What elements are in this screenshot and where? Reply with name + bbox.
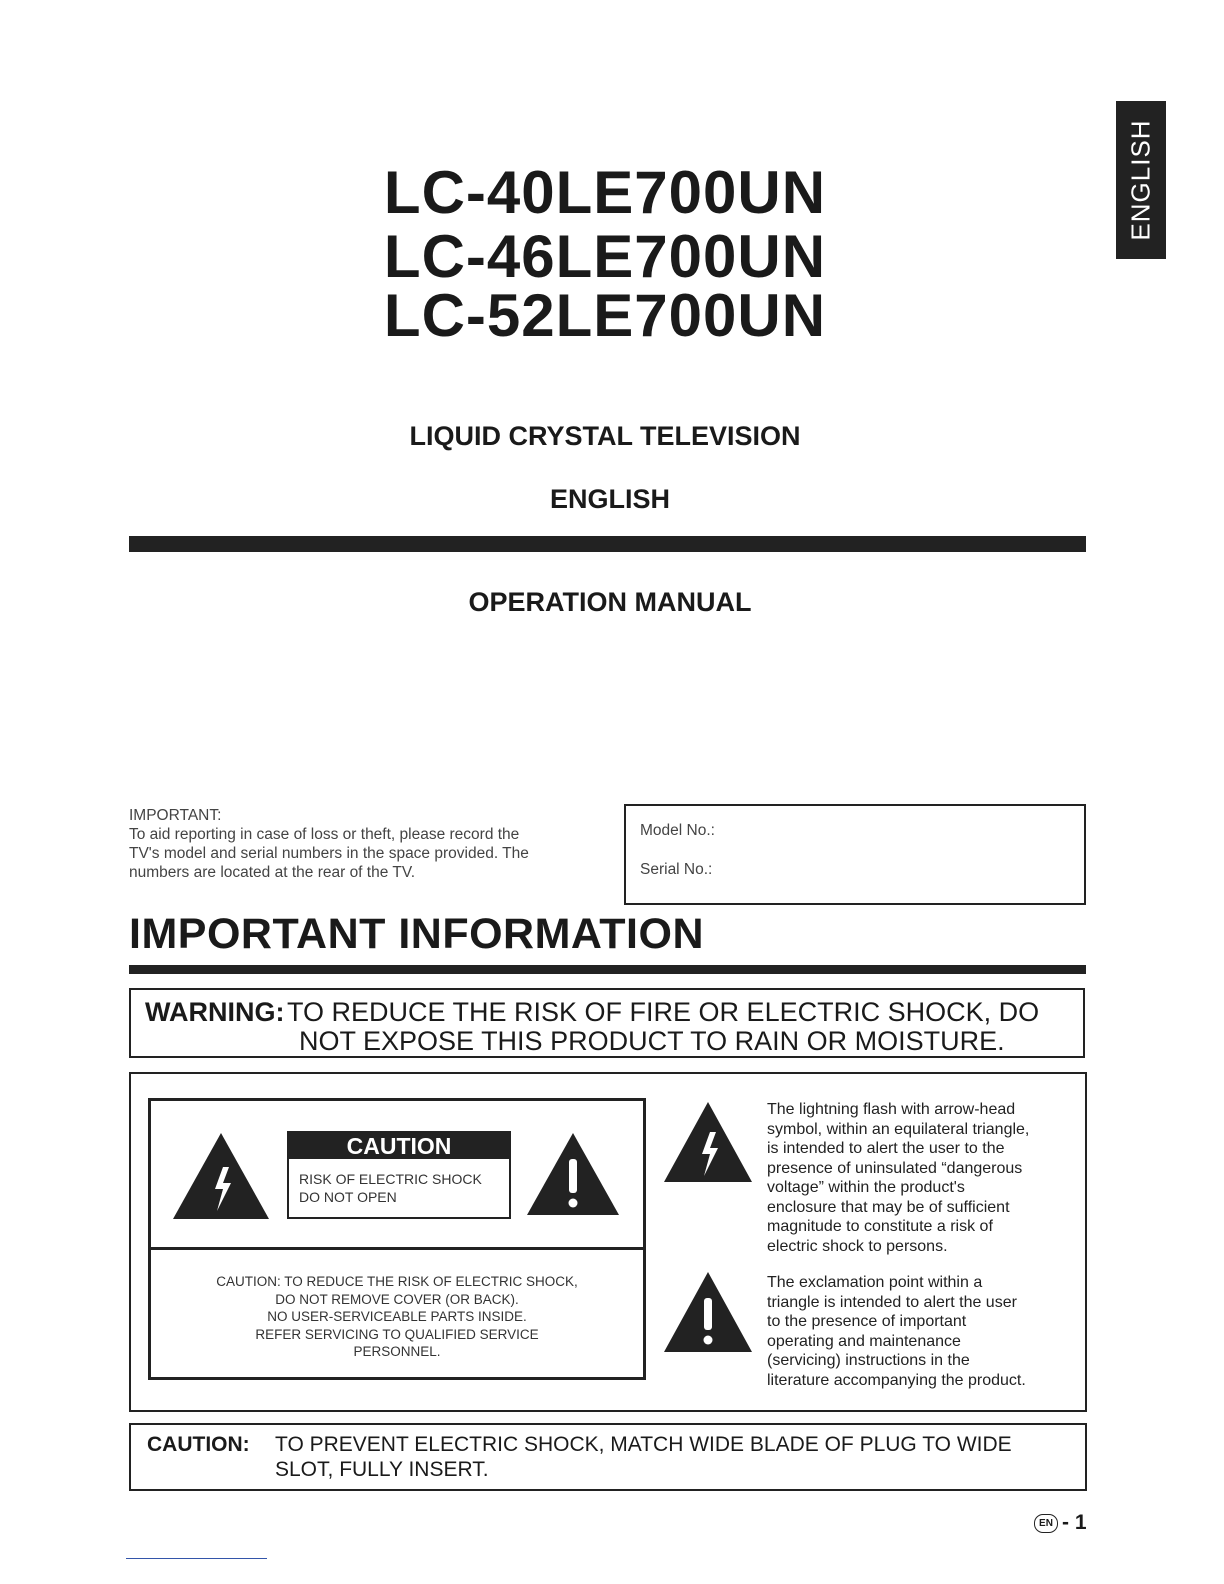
description-line: (servicing) instructions in the [767,1352,970,1369]
model-serial-record-box [624,804,1086,905]
label-caution-line: PERSONNEL. [353,1344,441,1359]
warning-label: WARNING: [145,997,285,1027]
model-number-1: LC-40LE700UN [383,159,827,226]
title-divider [129,536,1086,552]
exclamation-triangle-icon [525,1131,621,1217]
description-line: electric shock to persons. [767,1237,948,1255]
warning-box [129,988,1085,1058]
description-line: operating and maintenance [767,1332,961,1350]
description-line: is intended to alert the user to the [767,1140,1005,1157]
description-line: voltage” within the product's [767,1179,965,1196]
label-panel-divider [151,1247,643,1250]
caution-sticker [287,1131,511,1219]
caution-sticker-line-2: DO NOT OPEN [299,1189,397,1205]
description-line: enclosure that may be of sufficient [767,1198,1010,1216]
model-no-label: Model No.: [640,822,715,839]
important-note [129,806,589,882]
description-line: triangle is intended to alert the user [767,1293,1017,1311]
important-note-line: numbers are located at the rear of the TV. [129,864,416,881]
model-number-3: LC-52LE700UN [383,282,827,349]
important-note-heading: IMPORTANT: [129,807,222,824]
lightning-triangle-icon [171,1131,271,1221]
footnote-rule [126,1558,267,1559]
label-caution-line: REFER SERVICING TO QUALIFIED SERVICE [255,1326,539,1342]
exclamation-symbol-icon [662,1270,754,1354]
model-number-2: LC-46LE700UN [383,223,827,290]
description-line: presence of uninsulated “dangerous [767,1159,1023,1177]
language-name: ENGLISH [549,484,670,514]
description-line: to the presence of important [767,1313,967,1330]
lightning-symbol-description [767,1100,1062,1256]
label-caution-line: DO NOT REMOVE COVER (OR BACK). [275,1291,519,1307]
page-number-separator: - [1062,1511,1069,1534]
caution-sticker-line-1: RISK OF ELECTRIC SHOCK [299,1171,482,1187]
caution-sticker-heading: CAUTION [289,1133,509,1159]
warning-line-2: NOT EXPOSE THIS PRODUCT TO RAIN OR MOISTURE. [299,1026,1005,1056]
label-caution-line: NO USER-SERVICEABLE PARTS INSIDE. [267,1309,527,1324]
serial-no-label: Serial No.: [640,861,713,878]
label-caution-text [151,1273,643,1361]
lightning-symbol-icon [662,1100,754,1184]
manual-title: OPERATION MANUAL [468,587,752,617]
page-number-value: 1 [1074,1511,1087,1534]
label-caution-line: CAUTION: TO REDUCE THE RISK OF ELECTRIC SHOCK, [216,1274,578,1289]
important-note-line: TV's model and serial numbers in the space provided. The [129,845,529,862]
plug-caution-box [129,1423,1087,1491]
exclamation-symbol-description [767,1273,1062,1390]
plug-caution-line-2: SLOT, FULLY INSERT. [275,1458,489,1481]
description-line: literature accompanying the product. [767,1371,1026,1389]
plug-caution-label: CAUTION: [147,1433,250,1456]
page-number [1034,1511,1087,1535]
important-note-line: To aid reporting in case of loss or theft, please record the [129,826,520,843]
section-heading: IMPORTANT INFORMATION [129,910,705,958]
warning-line-1: TO REDUCE THE RISK OF FIRE OR ELECTRIC SHOCK, DO [287,997,1040,1027]
caution-label-panel [148,1098,646,1380]
description-line: magnitude to constitute a risk of [767,1218,993,1235]
product-name: LIQUID CRYSTAL TELEVISION [409,421,801,451]
section-divider [129,965,1086,974]
description-line: symbol, within an equilateral triangle, [767,1120,1030,1138]
description-line: The lightning flash with arrow-head [767,1101,1016,1118]
language-badge: EN [1034,1514,1058,1533]
language-tab-label: ENGLISH [1125,119,1156,241]
plug-caution-line-1: TO PREVENT ELECTRIC SHOCK, MATCH WIDE BLADE OF PLUG TO WIDE [275,1433,1012,1456]
description-line: The exclamation point within a [767,1274,983,1291]
